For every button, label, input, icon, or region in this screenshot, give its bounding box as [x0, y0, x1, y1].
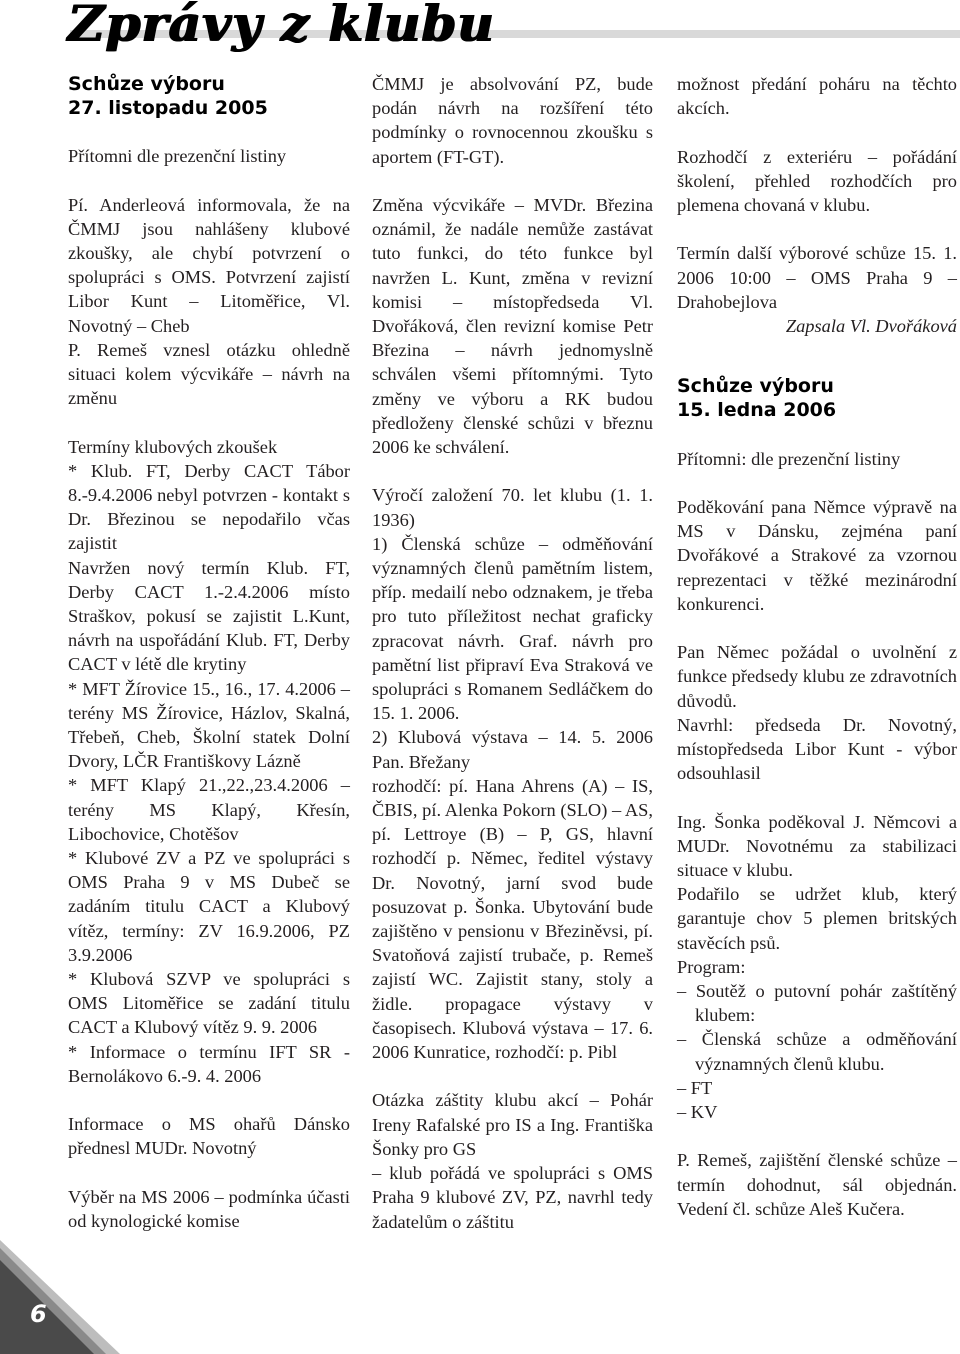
paragraph: Navrhl: předseda Dr. Novotný, místopředseda Libor Kunt - výbor odsouhlasil [677, 714, 957, 784]
paragraph: Termíny klubových zkoušek [68, 436, 278, 457]
section-heading: Schůze výboru [677, 375, 834, 398]
paragraph: Rozhodčí z exteriéru – pořádání školení, přehled rozhodčích pro plemena chovaná v klubu. [677, 146, 957, 215]
section-heading: 27. listopadu 2005 [68, 97, 268, 119]
paragraph: rozhodčí: pí. Hana Ahrens (A) – IS, ČBIS, pí. Alenka Pokorn (SLO) – AS, pí. Lettroye (B) – P, GS, hlavní rozhodčí p. Němec, ředitel výstavy Dr. Novotný, jarní svod bude posuzovat p. Šonka. Ubytování bude zajištěno v pensionu v Březiněvsi, pí. Svatoňová zajistí trubače, p. Remeš zajistí WC. Zajistit stany, stoly a židle. propagace výstavy v časopisech. Klubová výstava – 17. 6. 2006 Kunratice, rozhodčí: p. Pibl [372, 775, 653, 1063]
masthead [0, 0, 960, 62]
paragraph: P. Remeš, zajištění členské schůze – termín dohodnut, sál objednán. Vedení čl. schůze Aleš Kučera. [677, 1150, 957, 1219]
paragraph: Výběr na MS 2006 – podmínka účasti od kynologické komise [68, 1186, 350, 1232]
paragraph: P. Remeš vznesl otázku ohledně situaci kolem výcvikáře – návrh na změnu [68, 339, 350, 409]
column-1 [68, 72, 350, 1233]
paragraph: Ing. Šonka poděkoval J. Němcovi a MUDr. Novotnému za stabilizaci situace v klubu. [677, 811, 957, 880]
paragraph: – klub pořádá ve spolupráci s OMS Praha 9 klubové ZV, PZ, navrhl tedy žadatelům o záštitu [372, 1163, 653, 1232]
paragraph: 2) Klubová výstava – 14. 5. 2006 Pan. Břežany [372, 727, 653, 772]
paragraph: * Informace o termínu IFT SR - Bernolákovo 6.-9. 4. 2006 [68, 1041, 350, 1086]
spacer [677, 785, 957, 809]
spacer [677, 471, 957, 495]
spacer [677, 422, 957, 446]
paragraph: * MFT Klapý 21.,22.,23.4.2006 – terény MS Klapý, Křesín, Libochovice, Chotěšov [68, 775, 350, 844]
paragraph: * Klub. FT, Derby CACT Tábor 8.-9.4.2006 nebyl potvrzen - kontakt s Dr. Březinou se nepodařilo včas zajistit [68, 460, 350, 554]
masthead-title: Zprávy z klubu [68, 0, 495, 53]
paragraph: možnost předání poháru na těchto akcích. [677, 74, 957, 119]
paragraph: Podařilo se udržet klub, který garantuje chov 5 plemen britských stavěcích psů. [677, 884, 957, 953]
page-number: 6 [30, 1300, 47, 1328]
column-2 [372, 72, 653, 1234]
spacer [677, 616, 957, 640]
section-heading: Schůze výboru [68, 73, 225, 95]
paragraph: 1) Členská schůze – odměňování významných členů pamětním listem, příp. medailí nebo odznakem, je třeba pro tuto příležitost nechat graficky zpracovat návrh. Graf. návrh pro pamětní list připraví Eva Straková ve spolupráci s Romanem Sedláčkem do 15. 1. 2006. [372, 533, 653, 724]
spacer [677, 1124, 957, 1148]
list-item: – Členská schůze a odměňování významných členů klubu. [677, 1029, 957, 1074]
spacer [68, 120, 350, 144]
paragraph: Poděkování pana Němce výpravě na MS v Dánsku, zejména paní Dvořákové a Strakové za vzornou reprezentaci v těžké mezinárodní konkurenci. [677, 496, 957, 614]
spacer [677, 120, 957, 144]
paragraph: Změna výcvikáře – MVDr. Březina oznámil, že nadále nemůže zastávat tuto funkci, do této funkce byl navržen L. Kunt, změna v revizní komisi – místopředseda Vl. Dvořáková, člen revizní komise Petr Březina – návrh jednomyslně schválen všemi přítomnými. Tyto změny ve výboru a RK budou předloženy členské schůzi v březnu 2006 ke schválení. [372, 195, 653, 458]
spacer [372, 169, 653, 193]
paragraph: Přítomni: dle prezenční listiny [677, 448, 901, 469]
spacer [68, 410, 350, 434]
list-item: – FT [677, 1077, 713, 1098]
paragraph: Pan Němec požádal o uvolnění z funkce předsedy klubu ze zdravotních důvodů. [677, 642, 957, 711]
paragraph: Navržen nový termín Klub. FT, Derby CACT 1.-2.4.2006 místo Straškov, pokusí se zajistit L.Kunt, návrh na uspořádání Klub. FT, Derby CACT v létě dle krytiny [68, 557, 350, 675]
spacer [677, 217, 957, 241]
section-heading: 15. ledna 2006 [677, 399, 837, 422]
paragraph: ČMMJ je absolvování PZ, bude podán návrh na rozšíření této podmínky o rovnocennou zkoušku s aportem (FT-GT). [372, 74, 653, 167]
spacer [677, 338, 957, 362]
spacer [68, 1161, 350, 1185]
paragraph: Termín další výborové schůze 15. 1. 2006 10:00 – OMS Praha 9 – Drahobejlova [677, 243, 957, 312]
paragraph: Přítomni dle prezenční listiny [68, 146, 287, 167]
paragraph: Výročí založení 70. let klubu (1. 1. 1936) [372, 485, 653, 530]
spacer [68, 1088, 350, 1112]
paragraph: * MFT Žírovice 15., 16., 17. 4.2006 – terény MS Žírovice, Házlov, Skalná, Třebeň, Cheb, Školní statek Dolní Dvory, LČR Františkovy Lázně [68, 678, 350, 772]
column-3 [677, 72, 957, 1221]
spacer [372, 1064, 653, 1088]
paragraph: Pí. Anderleová informovala, že na ČMMJ jsou nahlášeny klubové zkoušky, ale chybí potvrzení o spolupráci s OMS. Potvrzení zajistí Libor Kunt – Litoměřice, Vl. Novotný – Cheb [68, 194, 350, 336]
list-item: – Soutěž o putovní pohár zaštítěný klubem: [677, 981, 957, 1026]
spacer [372, 459, 653, 483]
paragraph: * Klubové ZV a PZ ve spolupráci s OMS Praha 9 v MS Dubeč se zadáním titulu CACT a Klubový vítěz, termíny: ZV 16.9.2006, PZ 3.9.2006 [68, 848, 350, 965]
page-corner-shape [0, 1240, 120, 1354]
paragraph: Informace o MS ohařů Dánsko přednesl MUDr. Novotný [68, 1114, 350, 1159]
paragraph: Program: [677, 956, 746, 977]
paragraph: * Klubová SZVP ve spolupráci s OMS Litoměřice se zadání titulu CACT a Klubový vítěz 9. 9. 2006 [68, 969, 350, 1038]
list-item: – KV [677, 1102, 718, 1123]
paragraph: Otázka záštity klubu akcí – Pohár Ireny Rafalské pro IS a Ing. Františka Šonky pro GS [372, 1090, 653, 1159]
spacer [68, 168, 350, 192]
signature-line: Zapsala Vl. Dvořáková [785, 316, 957, 336]
spacer [677, 362, 957, 374]
